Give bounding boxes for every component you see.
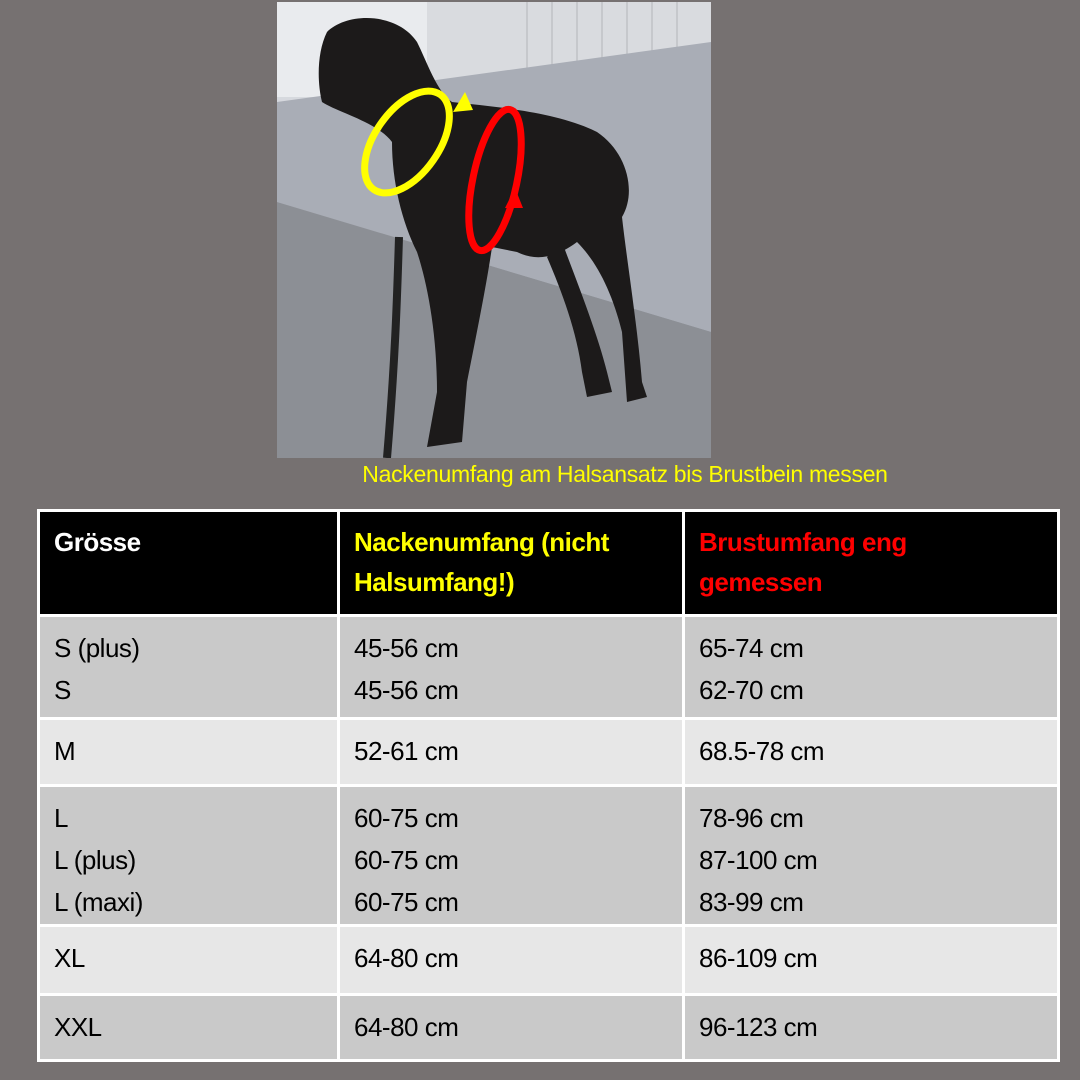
table-row [39,926,1059,995]
dog-illustration [277,2,711,458]
size-cell: XL [39,926,339,995]
neck-cell: 45-56 cm 45-56 cm [339,616,684,719]
neck-column-header: Nackenumfang (nicht Halsumfang!) [339,511,684,616]
table-row [39,995,1059,1061]
table-row [39,719,1059,786]
chest-cell: 68.5-78 cm [684,719,1059,786]
chest-column-header: Brustumfang eng gemessen [684,511,1059,616]
measurement-caption: Nackenumfang am Halsansatz bis Brustbein messen [362,461,888,487]
neck-cell: 60-75 cm 60-75 cm 60-75 cm [339,786,684,926]
chest-cell: 78-96 cm 87-100 cm 83-99 cm [684,786,1059,926]
size-cell: M [39,719,339,786]
table-row [39,786,1059,926]
size-column-header: Grösse [39,511,339,616]
chest-cell: 96-123 cm [684,995,1059,1061]
dog-harness-photo [277,2,711,458]
size-cell: L L (plus) L (maxi) [39,786,339,926]
table-header-row [39,511,1059,616]
chest-cell: 65-74 cm 62-70 cm [684,616,1059,719]
neck-cell: 64-80 cm [339,995,684,1061]
size-cell: S (plus) S [39,616,339,719]
size-chart-table [37,509,1060,1062]
table-row [39,616,1059,719]
size-cell: XXL [39,995,339,1061]
chest-cell: 86-109 cm [684,926,1059,995]
neck-cell: 64-80 cm [339,926,684,995]
neck-cell: 52-61 cm [339,719,684,786]
